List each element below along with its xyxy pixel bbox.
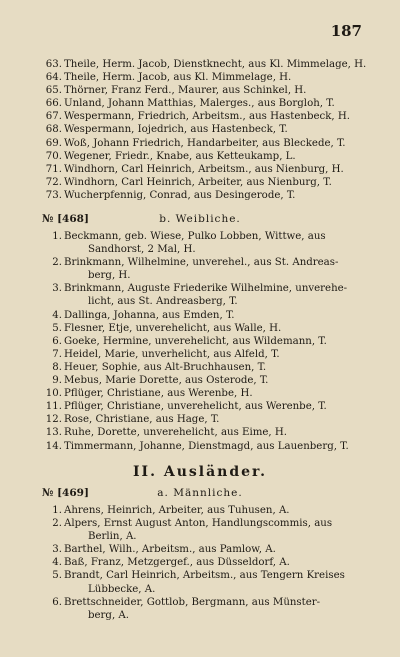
entry-number: 1. (52, 231, 62, 242)
entry-number: 4. (52, 309, 62, 321)
entry-row (0, 348, 400, 361)
entry-row (0, 543, 400, 556)
entry-row (0, 256, 400, 269)
entry-text: Windhorn, Carl Heinrich, Arbeiter, aus Nienburg, T. (64, 176, 332, 188)
entry-continuation: Sandhorst, 2 Mal, H. (88, 244, 196, 256)
entry-number: 71. (45, 163, 62, 175)
section-heading: II. Ausländer. (133, 464, 267, 480)
entry-row (0, 387, 400, 400)
entry-text: Brandt, Carl Heinrich, Arbeitsm., aus Tengern Kreises (64, 570, 345, 582)
entry-number: 70. (45, 150, 62, 162)
category-number: № [469] (42, 487, 89, 499)
entry-text: Brinkmann, Wilhelmine, unverehel., aus St. Andreas- (64, 257, 339, 269)
entry-text: Unland, Johann Matthias, Malerges., aus Borgloh, T. (64, 98, 335, 110)
entry-row (0, 295, 400, 308)
entry-row (0, 243, 400, 256)
entry-row (0, 137, 400, 150)
entry-number: 11. (45, 401, 62, 413)
entry-number: 14. (45, 440, 62, 452)
entry-text: Thörner, Franz Ferd., Maurer, aus Schinkel, H. (64, 85, 307, 97)
entry-text: Dallinga, Johanna, aus Emden, T. (64, 309, 235, 321)
category-title: a. Männliche. (157, 487, 243, 499)
entry-continuation: Lübbecke, A. (88, 583, 156, 595)
entry-text: Windhorn, Carl Heinrich, Arbeitsm., aus Nienburg, H. (64, 163, 344, 175)
entry-continuation: berg, A. (88, 609, 130, 621)
entry-number: 6. (52, 596, 62, 608)
entry-row (0, 282, 400, 295)
entry-row (0, 609, 400, 622)
entry-text: Heidel, Marie, unverhelicht, aus Alfeld, T. (64, 348, 280, 360)
entry-number: 67. (45, 111, 62, 123)
category-a-header (0, 484, 400, 502)
entry-row (0, 71, 400, 84)
entry-list-a (0, 58, 400, 202)
entry-number: 12. (45, 414, 62, 426)
entry-number: 4. (52, 557, 62, 569)
entry-number: 6. (52, 335, 62, 347)
entry-row (0, 426, 400, 439)
entry-row (0, 530, 400, 543)
entry-number: 3. (52, 283, 62, 295)
entry-number: 65. (45, 85, 62, 97)
entry-number: 5. (52, 322, 62, 334)
entry-row (0, 335, 400, 348)
entry-row (0, 176, 400, 189)
entry-list-c (0, 504, 400, 622)
entry-row (0, 269, 400, 282)
entry-row (0, 440, 400, 453)
entry-text: Brettschneider, Gottlob, Bergmann, aus Münster- (64, 596, 321, 608)
entry-number: 63. (45, 59, 62, 70)
entry-number: 1. (52, 505, 62, 516)
entry-number: 7. (52, 348, 62, 360)
entry-row (0, 123, 400, 136)
entry-row (0, 583, 400, 596)
entry-row (0, 163, 400, 176)
entry-number: 66. (45, 98, 62, 110)
entry-row (0, 322, 400, 335)
entry-number: 68. (45, 124, 62, 136)
entry-text: Wespermann, Iojedrich, aus Hastenbeck, T. (64, 124, 288, 136)
entry-text: Ahrens, Heinrich, Arbeiter, aus Tuhusen, A. (64, 505, 290, 516)
entry-row (0, 97, 400, 110)
entry-number: 2. (52, 257, 62, 269)
entry-text: Pflüger, Christiane, aus Werenbe, H. (64, 388, 253, 400)
entry-text: Alpers, Ernst August Anton, Handlungscommis, aus (64, 518, 333, 530)
entry-text: Baß, Franz, Metzgergef., aus Düsseldorf, A. (64, 557, 290, 569)
page-number: 187 (330, 22, 362, 40)
entry-row (0, 517, 400, 530)
category-b-header (0, 210, 400, 228)
entry-text: Timmermann, Johanne, Dienstmagd, aus Lauenberg, T. (64, 440, 349, 452)
entry-text: Theile, Herm. Jacob, Dienstknecht, aus Kl. Mimmelage, H. (64, 59, 367, 70)
entry-number: 64. (45, 72, 62, 84)
entry-text: Barthel, Wilh., Arbeitsm., aus Pamlow, A. (64, 544, 276, 556)
entry-row (0, 150, 400, 163)
entry-text: Wespermann, Friedrich, Arbeitsm., aus Hastenbeck, H. (64, 111, 351, 123)
entry-row (0, 504, 400, 517)
entry-row (0, 189, 400, 202)
entry-list-b (0, 230, 400, 453)
entry-text: Pflüger, Christiane, unverehelicht, aus Werenbe, T. (64, 401, 327, 413)
entry-text: Heuer, Sophie, aus Alt-Bruchhausen, T. (64, 361, 267, 373)
entry-row (0, 84, 400, 97)
entry-row (0, 110, 400, 123)
entry-row (0, 361, 400, 374)
entry-text: Beckmann, geb. Wiese, Pulko Lobben, Wittwe, aus (64, 231, 326, 242)
entry-text: Woß, Johann Friedrich, Handarbeiter, aus Bleckede, T. (64, 137, 346, 149)
entry-continuation: Berlin, A. (88, 531, 137, 543)
entry-text: Mebus, Marie Dorette, aus Osterode, T. (64, 375, 269, 387)
entry-continuation: berg, H. (88, 270, 131, 282)
entry-text: Flesner, Etje, unverehelicht, aus Walle, H. (64, 322, 282, 334)
category-title: b. Weibliche. (159, 213, 241, 225)
entry-number: 10. (45, 388, 62, 400)
entry-row (0, 413, 400, 426)
entry-text: Theile, Herm. Jacob, aus Kl. Mimmelage, H. (64, 72, 292, 84)
entry-number: 8. (52, 361, 62, 373)
entry-text: Wucherpfennig, Conrad, aus Desingerode, T. (64, 189, 296, 201)
entry-number: 2. (52, 518, 62, 530)
entry-row (0, 596, 400, 609)
entry-row (0, 230, 400, 243)
entry-row (0, 556, 400, 569)
entry-text: Rose, Christiane, aus Hage, T. (64, 414, 220, 426)
entry-number: 72. (45, 176, 62, 188)
entry-number: 13. (45, 427, 62, 439)
entry-row (0, 400, 400, 413)
entry-text: Brinkmann, Auguste Friederike Wilhelmine, unverehe- (64, 283, 348, 295)
entry-row (0, 569, 400, 582)
entry-number: 5. (52, 570, 62, 582)
entry-row (0, 309, 400, 322)
entry-row (0, 58, 400, 71)
entry-row (0, 374, 400, 387)
entry-number: 3. (52, 544, 62, 556)
entry-text: Goeke, Hermine, unverehelicht, aus Wildemann, T. (64, 335, 327, 347)
category-number: № [468] (42, 213, 89, 225)
entry-text: Wegener, Friedr., Knabe, aus Ketteukamp, L. (64, 150, 296, 162)
entry-number: 73. (45, 189, 62, 201)
entry-number: 9. (52, 375, 62, 387)
entry-text: Ruhe, Dorette, unverehelicht, aus Eime, H. (64, 427, 288, 439)
entry-number: 69. (45, 137, 62, 149)
entry-continuation: licht, aus St. Andreasberg, T. (88, 296, 238, 308)
